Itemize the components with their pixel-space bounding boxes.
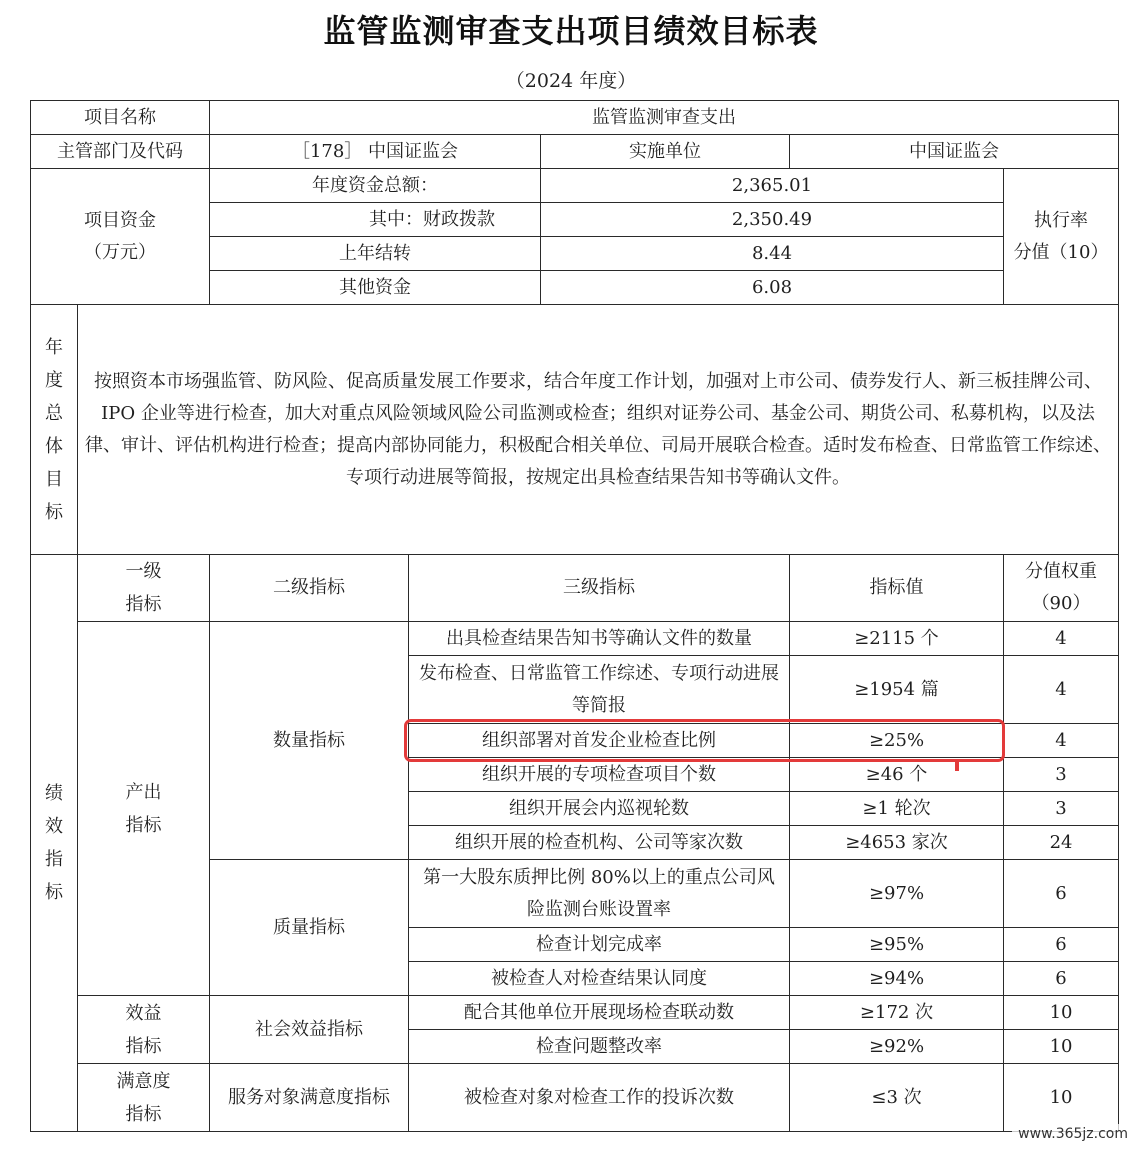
indicator-value: ≥94% xyxy=(790,962,1004,996)
funds-total-value: 2,365.01 xyxy=(541,169,1004,203)
indicator-row-highlighted: 组织部署对首发企业检查比例 xyxy=(409,724,790,758)
indicator-value: ≥4653 家次 xyxy=(790,826,1004,860)
indicator-weight: 4 xyxy=(1004,622,1119,656)
level1-output xyxy=(78,622,210,996)
indicator-value: ≥92% xyxy=(790,1030,1004,1064)
indicator-row: 组织开展的检查机构、公司等家次数 xyxy=(409,826,790,860)
indicator-row: 组织开展的专项检查项目个数 xyxy=(409,758,790,792)
indicator-value: ≤3 次 xyxy=(790,1064,1004,1132)
header-level1 xyxy=(78,555,210,622)
indicator-weight: 6 xyxy=(1004,860,1119,928)
indicator-value: ≥2115 个 xyxy=(790,622,1004,656)
indicator-value: ≥97% xyxy=(790,860,1004,928)
indicator-row: 发布检查、日常监管工作综述、专项行动进展等简报 xyxy=(409,656,790,724)
level1-satisfaction xyxy=(78,1064,210,1132)
indicator-row: 第一大股东质押比例 80%以上的重点公司风险监测台账设置率 xyxy=(409,860,790,928)
indicator-weight: 4 xyxy=(1004,724,1119,758)
department-label: 主管部门及代码 xyxy=(31,135,210,169)
funds-other-label: 其他资金 xyxy=(210,271,541,305)
implementing-unit-label: 实施单位 xyxy=(541,135,790,169)
department-value: ［178］ 中国证监会 xyxy=(210,135,541,169)
indicator-row: 检查问题整改率 xyxy=(409,1030,790,1064)
header-level3: 三级指标 xyxy=(409,555,790,622)
execution-rate-score: 分值（10） xyxy=(1013,241,1109,263)
funds-carryover-value: 8.44 xyxy=(541,237,1004,271)
level2-social-benefit: 社会效益指标 xyxy=(210,996,409,1064)
performance-label-cell xyxy=(31,555,78,1132)
indicator-value: ≥172 次 xyxy=(790,996,1004,1030)
funds-label-line1: 项目资金 xyxy=(84,209,156,231)
indicator-weight: 10 xyxy=(1004,1030,1119,1064)
header-level2: 二级指标 xyxy=(210,555,409,622)
execution-rate-cell xyxy=(1004,169,1119,305)
page-title: 监管监测审查支出项目绩效目标表 xyxy=(323,12,819,50)
execution-rate-label: 执行率 xyxy=(1034,209,1089,231)
funds-carryover-label: 上年结转 xyxy=(210,237,541,271)
funds-label xyxy=(31,169,210,305)
annual-goal-label: 年度总体目标 xyxy=(45,336,63,523)
indicator-value: ≥95% xyxy=(790,928,1004,962)
funds-label-line2: （万元） xyxy=(84,241,156,263)
header-weight-line2: （90） xyxy=(1031,593,1091,614)
funds-other-value: 6.08 xyxy=(541,271,1004,305)
indicator-row: 出具检查结果告知书等确认文件的数量 xyxy=(409,622,790,656)
header-weight xyxy=(1004,555,1119,622)
level2-quality: 质量指标 xyxy=(210,860,409,996)
project-name-value: 监管监测审查支出 xyxy=(210,101,1119,135)
level1-output-text: 产出指标 xyxy=(125,781,162,836)
header-value: 指标值 xyxy=(790,555,1004,622)
implementing-unit-value: 中国证监会 xyxy=(790,135,1119,169)
level1-benefit xyxy=(78,996,210,1064)
indicator-weight: 24 xyxy=(1004,826,1119,860)
indicator-row: 配合其他单位开展现场检查联动数 xyxy=(409,996,790,1030)
annual-goal-label-cell xyxy=(31,305,78,555)
indicator-weight: 10 xyxy=(1004,1064,1119,1132)
header-level1-text: 一级指标 xyxy=(125,561,162,615)
indicator-value: ≥1954 篇 xyxy=(790,656,1004,724)
indicator-row: 被检查人对检查结果认同度 xyxy=(409,962,790,996)
level2-quantity: 数量指标 xyxy=(210,622,409,860)
level1-satisfaction-text: 满意度指标 xyxy=(116,1070,171,1125)
page-subtitle: （2024 年度） xyxy=(505,70,637,92)
indicator-weight: 4 xyxy=(1004,656,1119,724)
header-weight-line1: 分值权重 xyxy=(1025,561,1098,582)
funds-fiscal-value: 2,350.49 xyxy=(541,203,1004,237)
indicator-value: ≥46 个 xyxy=(790,758,1004,792)
funds-total-label: 年度资金总额： xyxy=(210,169,541,203)
indicator-weight: 3 xyxy=(1004,758,1119,792)
indicator-weight: 10 xyxy=(1004,996,1119,1030)
funds-fiscal-label: 其中：财政拨款 xyxy=(210,203,541,237)
performance-target-table xyxy=(30,100,1119,1132)
indicator-weight: 6 xyxy=(1004,928,1119,962)
indicator-row: 检查计划完成率 xyxy=(409,928,790,962)
indicator-row: 组织开展会内巡视轮数 xyxy=(409,792,790,826)
indicator-value-highlighted: ≥25% xyxy=(790,724,1004,758)
red-highlight-box xyxy=(404,719,1005,762)
annual-goal-text: 按照资本市场强监管、防风险、促高质量发展工作要求，结合年度工作计划，加强对上市公司、债券发行人、新三板挂牌公司、IPO 企业等进行检查，加大对重点风险领域风险公司监测或检查；组织对证券公司、基金公司、期货公司、私募机构，以及法律、审计、评估机构进行检查；提高内部协同能力，积极配合相关单位、司局开展联合检查。适时发布检查、日常监管工作综述、专项行动进展等简报，按规定出具检查结果告知书等确认文件。 xyxy=(78,305,1119,555)
red-annotation-mark xyxy=(955,762,959,771)
project-name-label: 项目名称 xyxy=(31,101,210,135)
watermark: www.365jz.com xyxy=(1012,1124,1134,1144)
indicator-row: 被检查对象对检查工作的投诉次数 xyxy=(409,1064,790,1132)
indicator-value: ≥1 轮次 xyxy=(790,792,1004,826)
level2-satisfaction: 服务对象满意度指标 xyxy=(210,1064,409,1132)
indicator-weight: 6 xyxy=(1004,962,1119,996)
performance-label: 绩效指标 xyxy=(45,783,63,903)
level1-benefit-text: 效益指标 xyxy=(125,1002,162,1057)
indicator-weight: 3 xyxy=(1004,792,1119,826)
